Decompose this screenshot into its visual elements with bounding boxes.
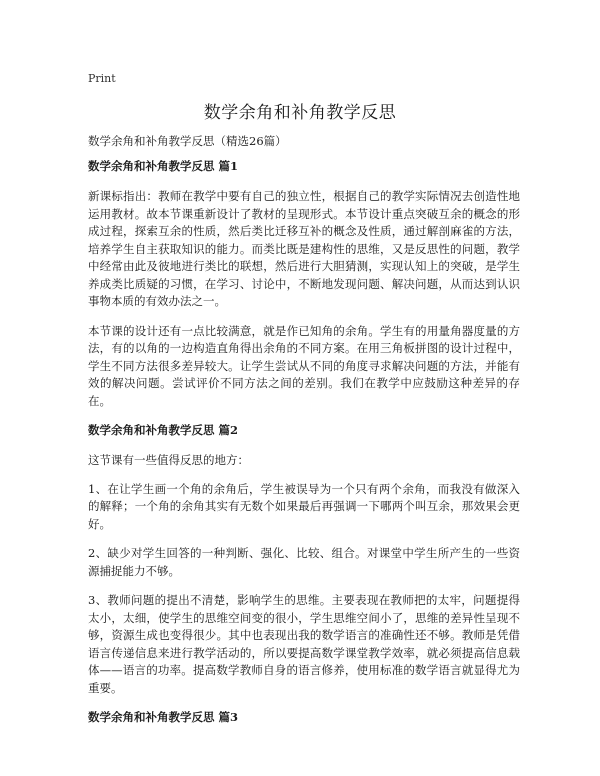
paragraph: 这节课有一些值得反思的地方：: [88, 453, 249, 467]
section-heading: 数学余角和补角教学反思 篇3: [88, 710, 239, 724]
section-1: [88, 158, 520, 410]
paragraph: 新课标指出：教师在教学中要有自己的独立性，根据自己的教学实际情况去创造性地运用教材。故本节课重新设计了教材的呈现形式。本节设计重点突破互余的概念的形成过程，探索互余的性质，然后类比迁移互补的概念及性质，通过解剖麻雀的方法，培养学生自主获取知识的能力。而类比既是建构性的思维，又是反思性的问题，教学中经常由此及彼地进行类比的联想，然后进行大胆猜测，实现认知上的突破，是学生养成类比质疑的习惯，在学习、讨论中，不断地发现问题、解决问题，从而达到认识事物本质的有效办法之一。: [88, 189, 520, 308]
paragraph: 本节课的设计还有一点比较满意，就是作已知角的余角。学生有的用量角器度量的方法，有的以角的一边构造直角得出余角的不同方案。在用三角板拼图的设计过程中，学生不同方法很多差异较大。让学生尝试从不同的角度寻求解决问题的方法，并能有效的解决问题。尝试评价不同方法之间的差别。我们在教学中应鼓励这种差异的存在。: [88, 323, 520, 408]
section-heading: 数学余角和补角教学反思 篇2: [88, 423, 239, 437]
page-title: 数学余角和补角教学反思: [203, 103, 397, 123]
paragraph: 3、教师问题的提出不清楚，影响学生的思维。主要表现在教师把的太牢，问题提得太小，太细，使学生的思维空间变的很小，学生思维空间小了，思维的差异性呈现不够，资源生成也变得很少。其中也表现出我的数学语言的准确性还不够。教师是凭借语言传递信息来进行教学活动的，所以要提高数学课堂教学效率，就必须提高信息载体——语言的功率。提高数学教师自身的语言修养，使用标准的数学语言就显得尤为重要。: [88, 593, 520, 695]
print-link[interactable]: Print: [88, 72, 116, 85]
document-body: [88, 158, 520, 739]
document-subtitle: 数学余角和补角教学反思（精选26篇）: [88, 134, 287, 148]
section-3: [88, 709, 520, 725]
section-heading: 数学余角和补角教学反思 篇1: [88, 159, 239, 173]
paragraph: 1、在让学生画一个角的余角后，学生被误导为一个只有两个余角，而我没有做深入的解释；一个角的余角其实有无数个如果最后再强调一下哪两个叫互余，那效果会更好。: [88, 481, 520, 531]
section-2: [88, 422, 520, 697]
paragraph: 2、缺少对学生回答的一种判断、强化、比较、组合。对课堂中学生所产生的一些资源捕捉能力不够。: [88, 546, 520, 578]
